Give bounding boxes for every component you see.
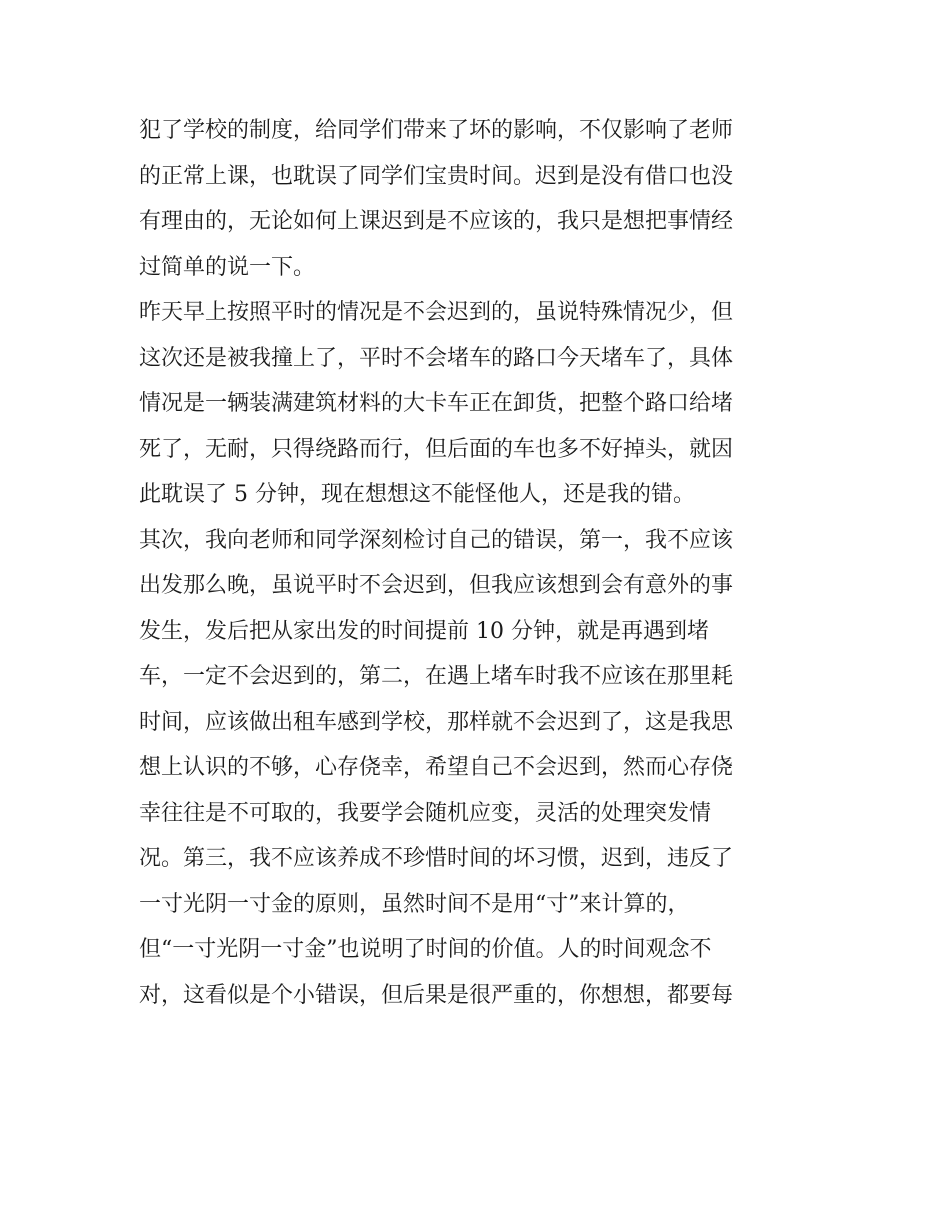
- text-line: 况。第三，我不应该养成不珍惜时间的坏习惯，迟到，违反了: [139, 846, 734, 871]
- text-line: 一寸光阴一寸金的原则，虽然时间不是用“寸”来计算的，: [139, 891, 690, 917]
- text-line: 发生，发后把从家出发的时间提前 10 分钟，就是再遇到堵: [139, 618, 709, 644]
- text-line: 其次，我向老师和同学深刻检讨自己的错误，第一，我不应该: [139, 527, 734, 553]
- text-line: 出发那么晚，虽说平时不会迟到，但我应该想到会有意外的事: [139, 573, 734, 598]
- text-line: 昨天早上按照平时的情况是不会迟到的，虽说特殊情况少，但: [139, 300, 734, 325]
- text-line: 死了，无耐，只得绕路而行，但后面的车也多不好掉头，就因: [139, 436, 734, 462]
- text-line: 的正常上课，也耽误了同学们宝贵时间。迟到是没有借口也没: [139, 163, 734, 189]
- text-line: 时间，应该做出租车感到学校，那样就不会迟到了，这是我思: [139, 709, 734, 735]
- text-line: 幸往往是不可取的，我要学会随机应变，灵活的处理突发情: [139, 800, 712, 826]
- text-line: 情况是一辆装满建筑材料的大卡车正在卸货，把整个路口给堵: [139, 391, 734, 416]
- document-body: [139, 108, 819, 1018]
- text-line: 车，一定不会迟到的，第二，在遇上堵车时我不应该在那里耗: [139, 664, 734, 689]
- text-line: 想上认识的不够，心存侥幸，希望自己不会迟到，然而心存侥: [139, 755, 734, 780]
- text-line: 过简单的说一下。: [139, 254, 316, 280]
- text-line: 对，这看似是个小错误，但后果是很严重的，你想想，都要每: [139, 982, 734, 1008]
- text-line: 这次还是被我撞上了，平时不会堵车的路口今天堵车了，具体: [139, 345, 734, 371]
- text-line: 犯了学校的制度，给同学们带来了坏的影响，不仅影响了老师: [139, 118, 734, 143]
- text-line: 有理由的，无论如何上课迟到是不应该的，我只是想把事情经: [139, 209, 734, 234]
- text-line: 此耽误了 5 分钟，现在想想这不能怪他人，还是我的错。: [139, 482, 695, 507]
- text-line: 但“一寸光阴一寸金”也说明了时间的价值。人的时间观念不: [139, 937, 712, 962]
